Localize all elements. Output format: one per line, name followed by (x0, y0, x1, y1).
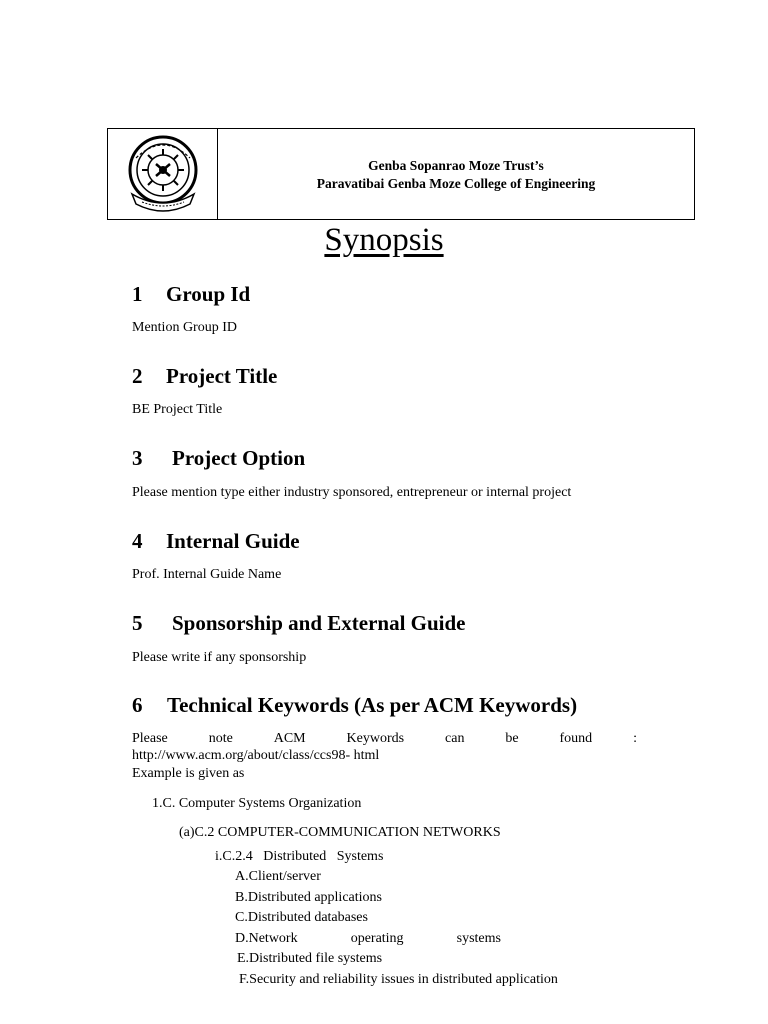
example-label: Example is given as (132, 766, 245, 781)
college-name: Paravatibai Genba Moze College of Engineering (316, 176, 596, 191)
keyword-item-b: B.Distributed applications (235, 890, 382, 905)
college-header (107, 128, 695, 220)
logo-cell (108, 129, 218, 219)
section-3-number: 3 (132, 446, 143, 470)
acm-note-word: found (559, 731, 593, 746)
keyword-item-d (235, 931, 501, 947)
acm-note-word: Keywords (346, 731, 405, 746)
acm-note-word: ACM (273, 731, 306, 746)
section-5-body: Please write if any sponsorship (132, 650, 307, 665)
keyword-item-f: F.Security and reliability issues in distributed application (239, 972, 558, 987)
acm-note-word: : (633, 731, 637, 746)
acm-note-word: can (445, 731, 465, 746)
section-3-body: Please mention type either industry sponsored, entrepreneur or internal project (132, 485, 572, 500)
trust-name: Genba Sopanrao Moze Trust’s (368, 158, 544, 173)
section-4-heading: Internal Guide (166, 529, 300, 553)
section-1-heading: Group Id (166, 282, 251, 306)
section-2-heading: Project Title (166, 364, 278, 388)
acm-url: http://www.acm.org/about/class/ccs98- html (132, 748, 380, 763)
keyword-item-d-word: D.Network (235, 931, 298, 946)
keyword-item-d-word: systems (456, 931, 501, 946)
section-6-number: 6 (132, 693, 143, 717)
acm-note-line (132, 731, 637, 747)
keyword-level-1: 1.C. Computer Systems Organization (152, 796, 362, 811)
section-1-number: 1 (132, 282, 143, 306)
section-5-number: 5 (132, 611, 143, 635)
acm-note-word: note (208, 731, 233, 746)
keyword-item-e: E.Distributed file systems (237, 951, 383, 966)
acm-note-word: be (505, 731, 519, 746)
acm-note-word: Please (132, 731, 168, 746)
section-4-number: 4 (132, 529, 143, 553)
page-title: Synopsis (324, 222, 444, 258)
section-3-heading: Project Option (172, 446, 306, 470)
section-6-heading: Technical Keywords (As per ACM Keywords) (167, 693, 578, 717)
keyword-item-c: C.Distributed databases (235, 910, 368, 925)
header-text (218, 157, 694, 193)
college-logo-icon (118, 134, 208, 214)
keyword-level-3: i.C.2.4 Distributed Systems (215, 849, 384, 864)
keyword-item-d-word: operating (350, 931, 404, 946)
section-1-body: Mention Group ID (132, 320, 237, 335)
keyword-item-a: A.Client/server (235, 869, 321, 884)
section-5-heading: Sponsorship and External Guide (172, 611, 466, 635)
keyword-level-2: (a)C.2 COMPUTER-COMMUNICATION NETWORKS (179, 825, 501, 840)
section-4-body: Prof. Internal Guide Name (132, 567, 282, 582)
section-2-body: BE Project Title (132, 402, 223, 417)
section-2-number: 2 (132, 364, 143, 388)
